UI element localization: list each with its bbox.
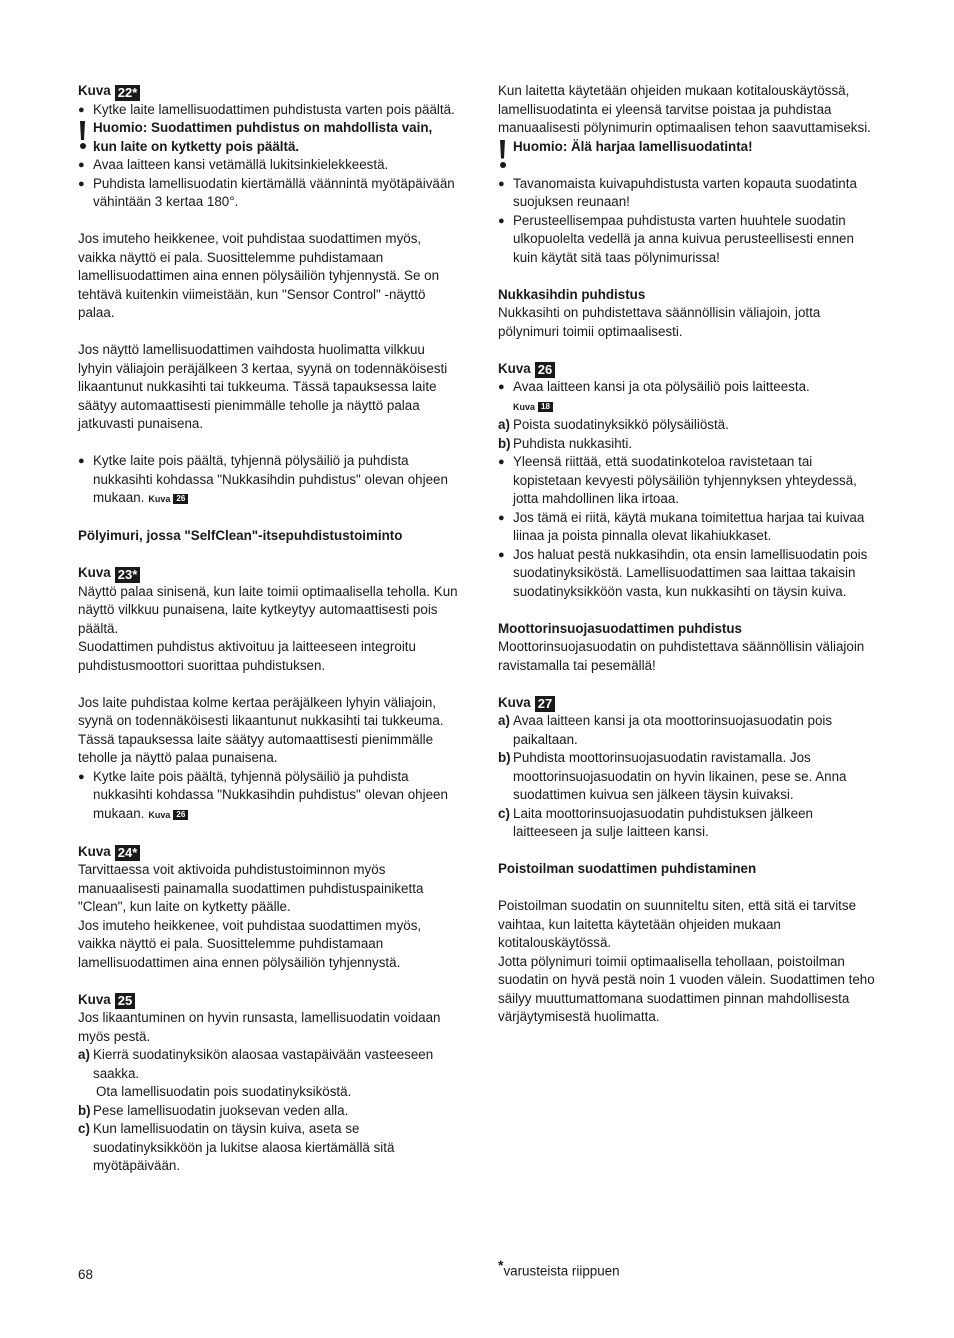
bullet-item: ● Tavanomaista kuivapuhdistusta varten kopauta suodatinta suojuksen reunaan!	[498, 175, 878, 212]
paragraph: Jos näyttö lamellisuodattimen vaihdosta huolimatta vilkkuu lyhyin väliajoin peräjälkeen 3 kertaa, syynä on todennäköisesti likaantunut nukkasihti tai tukkeuma. Tässä tapauksessa laite säätyy automaattisesti pienimmälle teholle ja näyttö palaa jatkuvasti punaisena.	[78, 342, 448, 431]
paragraph: Jotta pölynimuri toimii optimaalisella tehollaan, poistoilman suodatin on hyvä pestä noin 1 vuoden välein. Suodattimen teho säilyy muuttumattomana suodattimen pinnan mahdollisesta värjäytymisestä huolimatta.	[498, 953, 875, 1024]
figure-number-badge: 24*	[115, 845, 141, 861]
step-item	[78, 1046, 458, 1083]
step-text: Avaa laitteen kansi ja ota moottorinsuojasuodatin pois paikaltaan.	[513, 713, 833, 747]
step-item	[498, 416, 878, 435]
figure-number-badge: 22*	[115, 85, 141, 101]
figure-ref-22	[78, 82, 458, 101]
step-label: a)	[78, 1047, 90, 1062]
bullet-text: Kytke laite pois päältä, tyhjennä pölysäiliö ja puhdista nukkasihti kohdassa "Nukkasihdin puhdistus" olevan ohjeen mukaan.	[93, 453, 448, 505]
step-label: c)	[498, 805, 510, 821]
kuva-label: Kuva	[78, 843, 111, 859]
step-continuation: Ota lamellisuodatin pois suodatinyksiköstä.	[96, 1084, 352, 1099]
exclamation-icon	[498, 140, 506, 170]
left-column	[78, 82, 458, 1176]
warning-note	[78, 119, 458, 156]
paragraph: Moottorinsuojasuodatin on puhdistettava säännöllisin väliajoin ravistamalla tai pesemällä!	[498, 639, 865, 673]
step-text: Puhdista moottorinsuojasuodatin ravistamalla. Jos moottorinsuojasuodatin on hyvin likainen, pese se. Anna suodattimen kuivua sen jälkeen täysin kuivaksi.	[513, 750, 847, 802]
figure-ref-27	[498, 694, 878, 713]
step-label: b)	[498, 435, 511, 451]
right-column	[498, 82, 878, 1027]
bullet-item: ● Jos tämä ei riitä, käytä mukana toimitettua harjaa tai kuivaa liinaa ja poista pinnalla olevat likahiukkaset.	[498, 509, 878, 546]
bullet-item: ● Kytke laite lamellisuodattimen puhdistusta varten pois päältä.	[78, 101, 458, 120]
section-heading: Pölyimuri, jossa "SelfClean"-itsepuhdistustoiminto	[78, 528, 403, 543]
step-item	[498, 805, 878, 842]
warning-note	[498, 138, 878, 157]
paragraph: Näyttö palaa sinisenä, kun laite toimii optimaalisella teholla. Kun näyttö vilkkuu punaisena, laite kytkeytyy automaattisesti pois päältä.	[78, 583, 458, 636]
bullet-item	[78, 768, 458, 825]
figure-number-badge: 23*	[115, 567, 141, 583]
kuva-label: Kuva	[78, 991, 111, 1007]
step-label: b)	[78, 1102, 91, 1118]
paragraph: Jos imuteho heikkenee, voit puhdistaa suodattimen myös, vaikka näyttö ei pala. Suosittelemme puhdistamaan lamellisuodattimen aina ennen pölysäiliön tyhjennystä.	[78, 917, 422, 970]
paragraph: Jos imuteho heikkenee, voit puhdistaa suodattimen myös, vaikka näyttö ei pala. Suosittelemme puhdistamaan lamellisuodattimen aina ennen pölysäiliön tyhjennystä. Se on tehtävä kuitenkin viimeistään, kun "Sensor Control" -näyttö palaa.	[78, 231, 440, 320]
section-heading: Poistoilman suodattimen puhdistaminen	[498, 861, 757, 876]
paragraph: Jos likaantuminen on hyvin runsasta, lamellisuodatin voidaan myös pestä.	[78, 1010, 441, 1044]
kuva-label-small: Kuva	[148, 809, 171, 820]
kuva-label: Kuva	[498, 360, 531, 376]
step-label: c)	[78, 1121, 90, 1136]
kuva-label: Kuva	[78, 565, 111, 580]
figure-ref-26	[498, 360, 878, 379]
figure-ref-24	[78, 843, 458, 862]
figure-ref-23	[78, 564, 458, 583]
step-text: Kierrä suodatinyksikön alaosaa vastapäivään vasteeseen saakka.	[93, 1047, 434, 1081]
exclamation-icon	[78, 121, 86, 151]
step-item	[78, 1102, 458, 1121]
figure-ref-25	[78, 991, 458, 1010]
kuva-label-small: Kuva	[513, 401, 536, 412]
section-heading: Moottorinsuojasuodattimen puhdistus	[498, 620, 742, 636]
page-number: 68	[78, 1267, 93, 1282]
bullet-item	[498, 378, 878, 416]
bullet-item	[78, 452, 458, 509]
footnote-text: varusteista riippuen	[503, 1263, 620, 1279]
bullet-text: Avaa laitteen kansi ja ota pölysäiliö pois laitteesta.	[513, 379, 810, 394]
step-text: Poista suodatinyksikkö pölysäiliöstä.	[513, 417, 729, 432]
paragraph: Tarvittaessa voit aktivoida puhdistustoiminnon myös manuaalisesti painamalla suodattimen puhdistuspainiketta "Clean", kun laite on kytketty päälle.	[78, 862, 424, 914]
paragraph: Poistoilman suodatin on suunniteltu siten, että sitä ei tarvitse vaihtaa, kun laitetta käytetään ohjeiden mukaan kotitalouskäytössä.	[498, 898, 857, 950]
bullet-item: ● Jos haluat pestä nukkasihdin, ota ensin lamellisuodatin pois suodatinyksiköstä. Lamellisuodattimen saa laittaa takaisin suodatinyksikköön vasta, kun nukkasihti on täysin kuiva.	[498, 546, 878, 602]
figure-number-badge: 25	[115, 993, 135, 1009]
step-item	[78, 1120, 458, 1176]
bullet-item: ● Avaa laitteen kansi vetämällä lukitsinkielekkeestä.	[78, 156, 458, 175]
warning-text: Huomio: Älä harjaa lamellisuodatinta!	[513, 138, 753, 154]
figure-number-badge-small: 18	[538, 402, 553, 412]
paragraph: Suodattimen puhdistus aktivoituu ja laitteeseen integroitu puhdistusmoottori suorittaa puhdistuksen.	[78, 639, 416, 673]
step-item	[498, 712, 878, 749]
bullet-item: ● Perusteellisempaa puhdistusta varten huuhtele suodatin ulkopuolelta vedellä ja anna kuivua perusteellisesti ennen kuin käytät sitä taas pölynimurissa!	[498, 212, 878, 268]
section-heading: Nukkasihdin puhdistus	[498, 286, 646, 302]
step-text: Laita moottorinsuojasuodatin puhdistuksen jälkeen laitteeseen ja sulje laitteen kansi.	[513, 805, 814, 839]
step-item	[498, 749, 878, 805]
figure-number-badge-small: 26	[173, 494, 188, 504]
step-label: b)	[498, 750, 511, 765]
kuva-label: Kuva	[78, 83, 111, 98]
step-text: Kun lamellisuodatin on täysin kuiva, aseta se suodatinyksikköön ja lukitse alaosa kiertämällä sitä myötäpäivään.	[93, 1121, 395, 1173]
warning-text: Huomio: Suodattimen puhdistus on mahdollista vain, kun laite on kytketty pois päältä.	[93, 120, 433, 154]
bullet-item: ● Puhdista lamellisuodatin kiertämällä väännintä myötäpäivään vähintään 3 kertaa 180°.	[78, 175, 458, 212]
figure-number-badge: 27	[535, 696, 555, 712]
step-item	[498, 435, 878, 454]
bullet-item: ● Yleensä riittää, että suodatinkoteloa ravistetaan tai kopistetaan kevyesti pölysäiliön tyhjennyksen yhteydessä, jotta mahdollinen lika irtoaa.	[498, 453, 878, 509]
figure-number-badge-small: 26	[173, 810, 188, 820]
step-label: a)	[498, 417, 510, 432]
bullet-text: Kytke laite pois päältä, tyhjennä pölysäiliö ja puhdista nukkasihti kohdassa "Nukkasihdin puhdistus" olevan ohjeen mukaan.	[93, 768, 448, 821]
paragraph: Jos laite puhdistaa kolme kertaa peräjälkeen lyhyin väliajoin, syynä on todennäköisesti likaantunut nukkasihti tai tukkeuma. Tässä tapauksessa laite säätyy automaattisesti pienimmälle teholle ja näyttö palaa punaisena.	[78, 694, 444, 765]
footnote-mark: *	[498, 1257, 504, 1273]
step-label: a)	[498, 713, 510, 728]
paragraph: Nukkasihti on puhdistettava säännöllisin väliajoin, jotta pölynimuri toimii optimaalisesti.	[498, 305, 821, 339]
figure-number-badge: 26	[535, 362, 555, 378]
footnote	[498, 1256, 620, 1281]
paragraph: Kun laitetta käytetään ohjeiden mukaan kotitalouskäytössä, lamellisuodatinta ei yleensä tarvitse poistaa ja puhdistaa manuaalisesti pölynimurin optimaalisen tehon saavuttamiseksi.	[498, 83, 871, 135]
step-text: Pese lamellisuodatin juoksevan veden alla.	[93, 1102, 349, 1118]
kuva-label-small: Kuva	[148, 494, 171, 504]
step-text: Puhdista nukkasihti.	[513, 435, 633, 451]
kuva-label: Kuva	[498, 694, 531, 710]
